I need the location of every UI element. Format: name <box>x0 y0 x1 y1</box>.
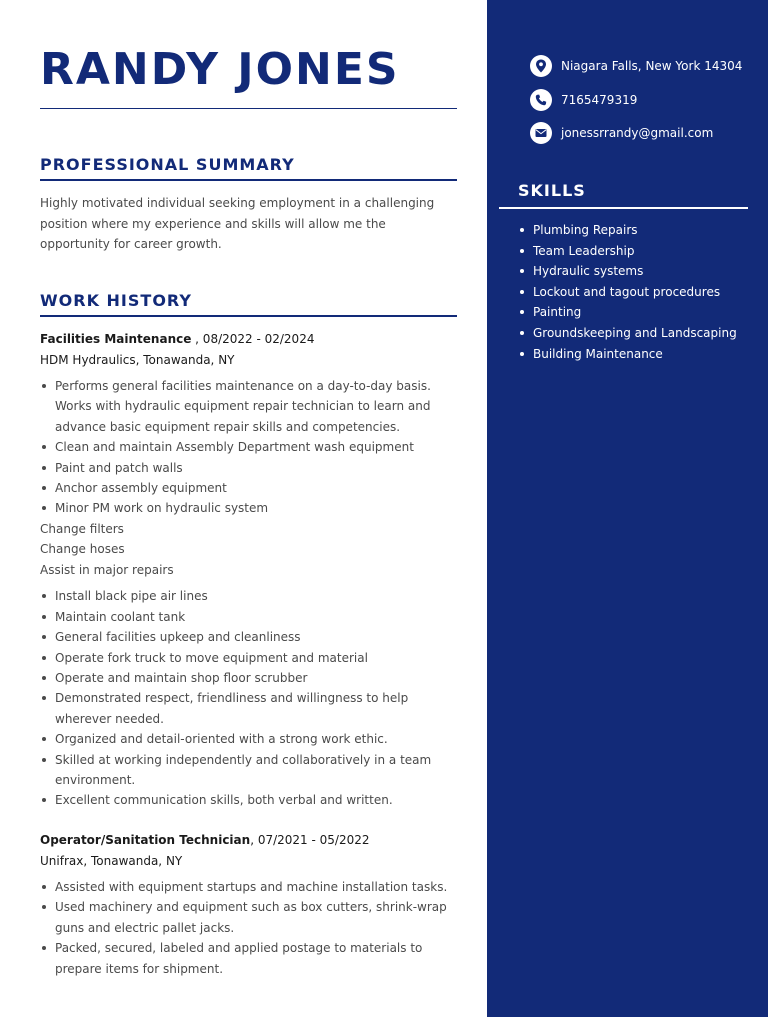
candidate-name: RANDY JONES <box>40 44 400 95</box>
contact-phone[interactable] <box>530 88 637 112</box>
list-item: Demonstrated respect, friendliness and willingness to help wherever needed. <box>55 688 457 729</box>
summary-text: Highly motivated individual seeking employment in a challenging position where my experience and skills will allow me the opportunity for career growth. <box>40 196 435 251</box>
skill-item: Lockout and tagout procedures <box>533 282 768 303</box>
contact-location-text: Niagara Falls, New York 14304 <box>561 59 743 73</box>
job-location: , Tonawanda, NY <box>135 352 235 367</box>
plain-line: Assist in major repairs <box>40 562 174 577</box>
job-title: Operator/Sanitation Technician <box>40 833 251 847</box>
job-dates: , 08/2022 - 02/2024 <box>191 332 315 346</box>
list-item: Packed, secured, labeled and applied postage to materials to prepare items for shipment. <box>55 938 457 979</box>
list-item: Anchor assembly equipment <box>55 478 457 498</box>
list-item: Organized and detail-oriented with a strong work ethic. <box>55 729 457 749</box>
list-item: Paint and patch walls <box>55 458 457 478</box>
job-entry-2 <box>40 830 457 979</box>
job-duties-list <box>40 877 457 979</box>
job-entry-1 <box>40 329 457 811</box>
skills-list <box>518 220 768 364</box>
skill-item: Team Leadership <box>533 241 768 262</box>
envelope-icon <box>530 122 552 144</box>
list-item: Operate fork truck to move equipment and material <box>55 648 457 668</box>
contact-email-text[interactable]: jonessrrandy@gmail.com <box>561 126 714 140</box>
job-duties-list <box>40 586 457 810</box>
skill-item: Plumbing Repairs <box>533 220 768 241</box>
job-employer: HDM Hydraulics <box>40 352 136 367</box>
job-employer: Unifrax <box>40 853 84 868</box>
plain-line: Change filters <box>40 521 124 536</box>
location-pin-icon <box>530 55 552 77</box>
skill-item: Painting <box>533 302 768 323</box>
list-item: Operate and maintain shop floor scrubber <box>55 668 457 688</box>
list-item: Clean and maintain Assembly Department wash equipment <box>55 437 457 457</box>
work-history-heading: WORK HISTORY <box>40 291 192 310</box>
skill-item: Building Maintenance <box>533 344 768 365</box>
list-item: Used machinery and equipment such as box cutters, shrink-wrap guns and electric pallet jacks. <box>55 897 457 938</box>
work-history-divider <box>40 315 457 317</box>
plain-line: Change hoses <box>40 542 125 557</box>
list-item: Assisted with equipment startups and machine installation tasks. <box>55 877 457 897</box>
list-item: Performs general facilities maintenance on a day-to-day basis. Works with hydraulic equipment repair technician to learn and advance basic equipment repair skills and competencies. <box>55 376 457 437</box>
job-location: , Tonawanda, NY <box>83 853 183 868</box>
job-duties-list <box>40 376 457 519</box>
skill-item: Groundskeeping and Landscaping <box>533 323 768 344</box>
job-heading <box>40 329 457 350</box>
summary-heading: PROFESSIONAL SUMMARY <box>40 155 295 174</box>
job-dates: , 07/2021 - 05/2022 <box>250 833 370 847</box>
job-heading <box>40 830 457 851</box>
job-company <box>40 851 457 872</box>
list-item: Excellent communication skills, both verbal and written. <box>55 790 457 810</box>
list-item: General facilities upkeep and cleanliness <box>55 627 457 647</box>
list-item: Maintain coolant tank <box>55 607 457 627</box>
skills-divider <box>499 207 748 209</box>
list-item: Install black pipe air lines <box>55 586 457 606</box>
contact-location <box>530 54 742 78</box>
sidebar <box>487 0 768 1017</box>
job-plain-lines <box>40 519 457 581</box>
contact-email[interactable] <box>530 121 713 145</box>
contact-phone-text[interactable]: 7165479319 <box>561 93 638 107</box>
list-item: Minor PM work on hydraulic system <box>55 498 457 518</box>
list-item: Skilled at working independently and collaboratively in a team environment. <box>55 750 457 791</box>
skill-item: Hydraulic systems <box>533 261 768 282</box>
skills-heading: SKILLS <box>518 181 586 200</box>
phone-icon <box>530 89 552 111</box>
summary-divider <box>40 179 457 181</box>
name-divider <box>40 108 457 109</box>
job-title: Facilities Maintenance <box>40 332 192 346</box>
job-company <box>40 350 457 371</box>
